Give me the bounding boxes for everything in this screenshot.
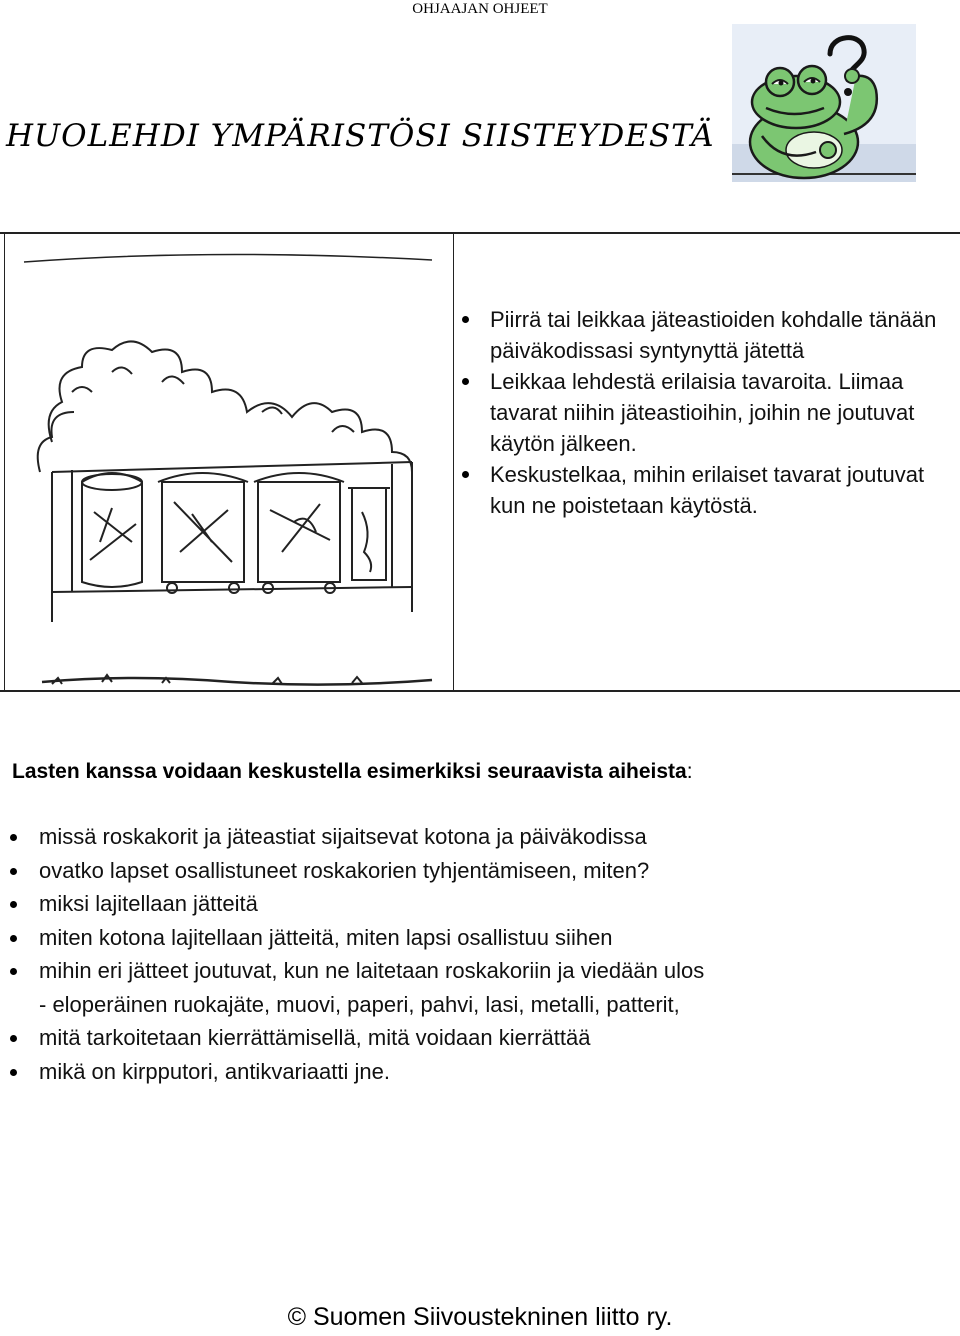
discussion-heading-colon: : <box>686 760 693 783</box>
instruction-item: Piirrä tai leikkaa jäteastioiden kohdalle tänään päiväkodissasi syntynyttä jätettä <box>462 304 952 366</box>
activity-instructions <box>462 304 952 521</box>
topic-item: mikä on kirpputori, antikvariaatti jne. <box>10 1055 950 1089</box>
instruction-item: Keskustelkaa, mihin erilaiset tavarat joutuvat kun ne poistetaan käytöstä. <box>462 459 952 521</box>
activity-box <box>0 232 960 692</box>
topic-item: mitä tarkoitetaan kierrättämisellä, mitä voidaan kierrättää <box>10 1021 950 1055</box>
frog-thinking-illustration <box>732 24 916 182</box>
instruction-item: Leikkaa lehdestä erilaisia tavaroita. Liimaa tavarat niihin jäteastioihin, joihin ne joutuvat käytön jälkeen. <box>462 366 952 459</box>
document-header-label: OHJAAJAN OHJEET <box>412 1 548 17</box>
discussion-heading-text: Lasten kanssa voidaan keskustella esimerkiksi seuraavista aiheista <box>12 760 687 783</box>
waste-bins-illustration <box>12 242 442 687</box>
topic-item: missä roskakorit ja jäteastiat sijaitsevat kotona ja päiväkodissa <box>10 820 950 854</box>
page-title: HUOLEHDI YMPÄRISTÖSI SIISTEYDESTÄ <box>6 118 715 154</box>
topic-subitem: - eloperäinen ruokajäte, muovi, paperi, pahvi, lasi, metalli, patterit, <box>39 991 680 1017</box>
topic-item: ovatko lapset osallistuneet roskakorien tyhjentämiseen, miten? <box>10 854 950 888</box>
discussion-topics <box>10 820 950 1088</box>
box-left-border <box>4 234 5 690</box>
topic-item: mihin eri jätteet joutuvat, kun ne laitetaan roskakoriin ja viedään ulos <box>10 954 950 988</box>
box-column-divider <box>453 234 454 690</box>
topic-item: miksi lajitellaan jätteitä <box>10 887 950 921</box>
topic-item: miten kotona lajitellaan jätteitä, miten lapsi osallistuu siihen <box>10 921 950 955</box>
copyright-footer: © Suomen Siivoustekninen liitto ry. <box>287 1303 673 1331</box>
discussion-heading <box>12 760 693 784</box>
